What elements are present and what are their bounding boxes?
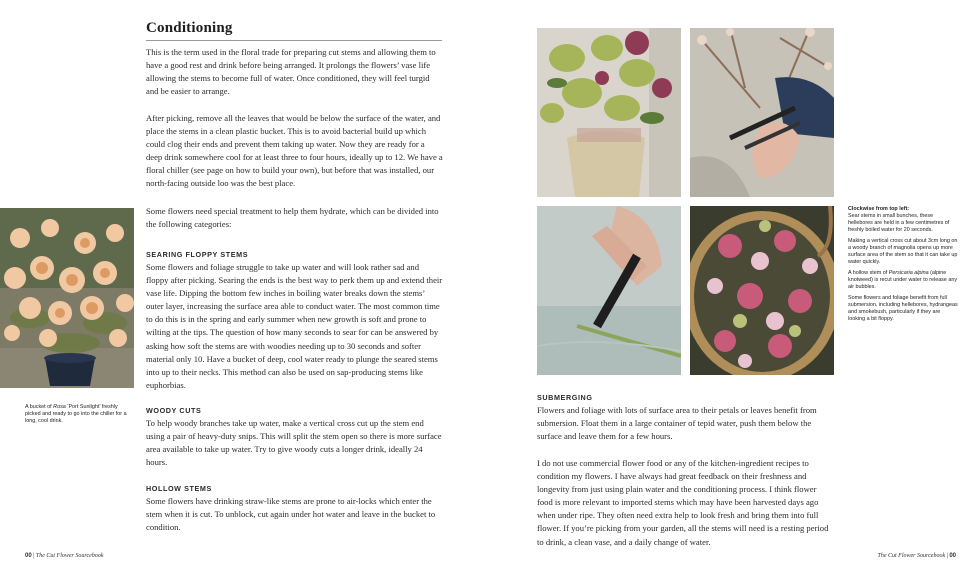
magnolia-cutting-photo — [690, 28, 834, 197]
left-folio: 00 | The Cut Flower Sourcebook — [25, 553, 104, 559]
caption-heading: Clockwise from top left: — [848, 206, 910, 212]
intro-paragraph: This is the term used in the floral trade for preparing cut stems and allowing them to have a good rest and drink before being arranged. It prolongs the flowers’ vase life allowing the stems to become full of water. Once conditioned, they will feel turgid and be easier to arrange. — [146, 47, 436, 97]
hellebores-searing-photo — [537, 28, 681, 197]
hollow-paragraph: Some flowers have drinking straw-like stems are prone to air-locks which enter the stem when it is cut. To unblock, cut again under hot water and leave in the bucket to condition. — [146, 496, 436, 533]
right-book-title: The Cut Flower Sourcebook — [877, 553, 946, 559]
right-page-number: 00 — [949, 553, 956, 559]
right-folio: The Cut Flower Sourcebook | 00 — [877, 553, 956, 559]
woody-heading: WOODY CUTS — [146, 406, 202, 415]
flower-food-paragraph: I do not use commercial flower food or any of the kitchen-ingredient recipes to condition my flowers. I have always had great feedback on their freshness and longevity from just using plain water and the conditioning process. I think flower food is more relevant to imported stems which may have been harvested days ago when under ripe. They often need extra help to look fresh and bring them into full flower. If you’re picking from your garden, all the stems will need is a resting period to drink, a clean vase, and a daily change of water. — [537, 458, 829, 547]
stem-underwater-photo — [537, 206, 681, 375]
submerging-heading: SUBMERGING — [537, 393, 593, 402]
searing-heading: SEARING FLOPPY STEMS — [146, 250, 249, 259]
hollow-heading: HOLLOW STEMS — [146, 484, 212, 493]
searing-paragraph: Some flowers and foliage struggle to take up water and will look rather sad and floppy after picking. Searing the ends is the best way to perk them up and extend their vase life. Dipping the bottom few inches in boiling water breaks down the stems’ outer layer, increasing the surface area able to conduct water. The most common time to do this is in the spring and early summer when new growth is soft and prone to wilting at the tips. The question of how many seconds to sear for can be answered by asking how soft the stems are with woodies needing up to 30 seconds and softer material only 10. Have a bucket of deep, cool water ready to plunge the seared stems into up to their necks. This method can also be used on sap-producing stems like euphorbias. — [146, 262, 443, 390]
picking-paragraph: After picking, remove all the leaves that would be below the surface of the water, and place the stems in a clean plastic bucket. This is to avoid bacterial build up which could clog their ends and prevent them taking up water. Now they are ready for a deep drink somewhere cool for at least three to four hours, ideally up to 12. We have a floral chiller (see page on how to build your own), but before that was installed, our north-facing outside loo was the best place. — [146, 113, 443, 189]
submerging-paragraph: Flowers and foliage with lots of surface area to their petals or leaves benefit from submersion. Float them in a large container of tepid water, push them below the surface and leave them for a few hours. — [537, 405, 817, 442]
left-page-number: 00 — [25, 553, 32, 559]
page-title: Conditioning — [146, 20, 442, 41]
categories-paragraph: Some flowers need special treatment to help them hydrate, which can be divided into the following categories: — [146, 206, 439, 230]
photos-caption: Clockwise from top left: Sear stems in small bunches, these hellebores are held in a few centimetres of freshly boiled water for 20 seconds. Making a vertical cross cut about 3cm long on a woody branch of magnolia opens up more surface area of the stem so that it can take up water quickly. A hollow stem of Persicaria alpina (alpine knotweed) is recut under water to release any air bubbles. Some flowers and foliage benefit from full submersion, including hellebores, hydrangeas and smokebush, particularly if they are looking a bit floppy. — [848, 206, 958, 322]
roses-caption: A bucket of Rosa ‘Port Sunlight’ freshly picked and ready to go into the chiller for a long, cool drink. — [25, 404, 127, 424]
roses-bucket-photo — [0, 208, 134, 388]
woody-paragraph: To help woody branches take up water, make a vertical cross cut up the stem end using a pair of heavy-duty snips. This will split the stem open so there is more surface area available to take up water. Try to give woody cuts a longer drink, ideally 24 hours. — [146, 418, 442, 468]
submerged-flowers-photo — [690, 206, 834, 375]
left-book-title: The Cut Flower Sourcebook — [35, 553, 104, 559]
